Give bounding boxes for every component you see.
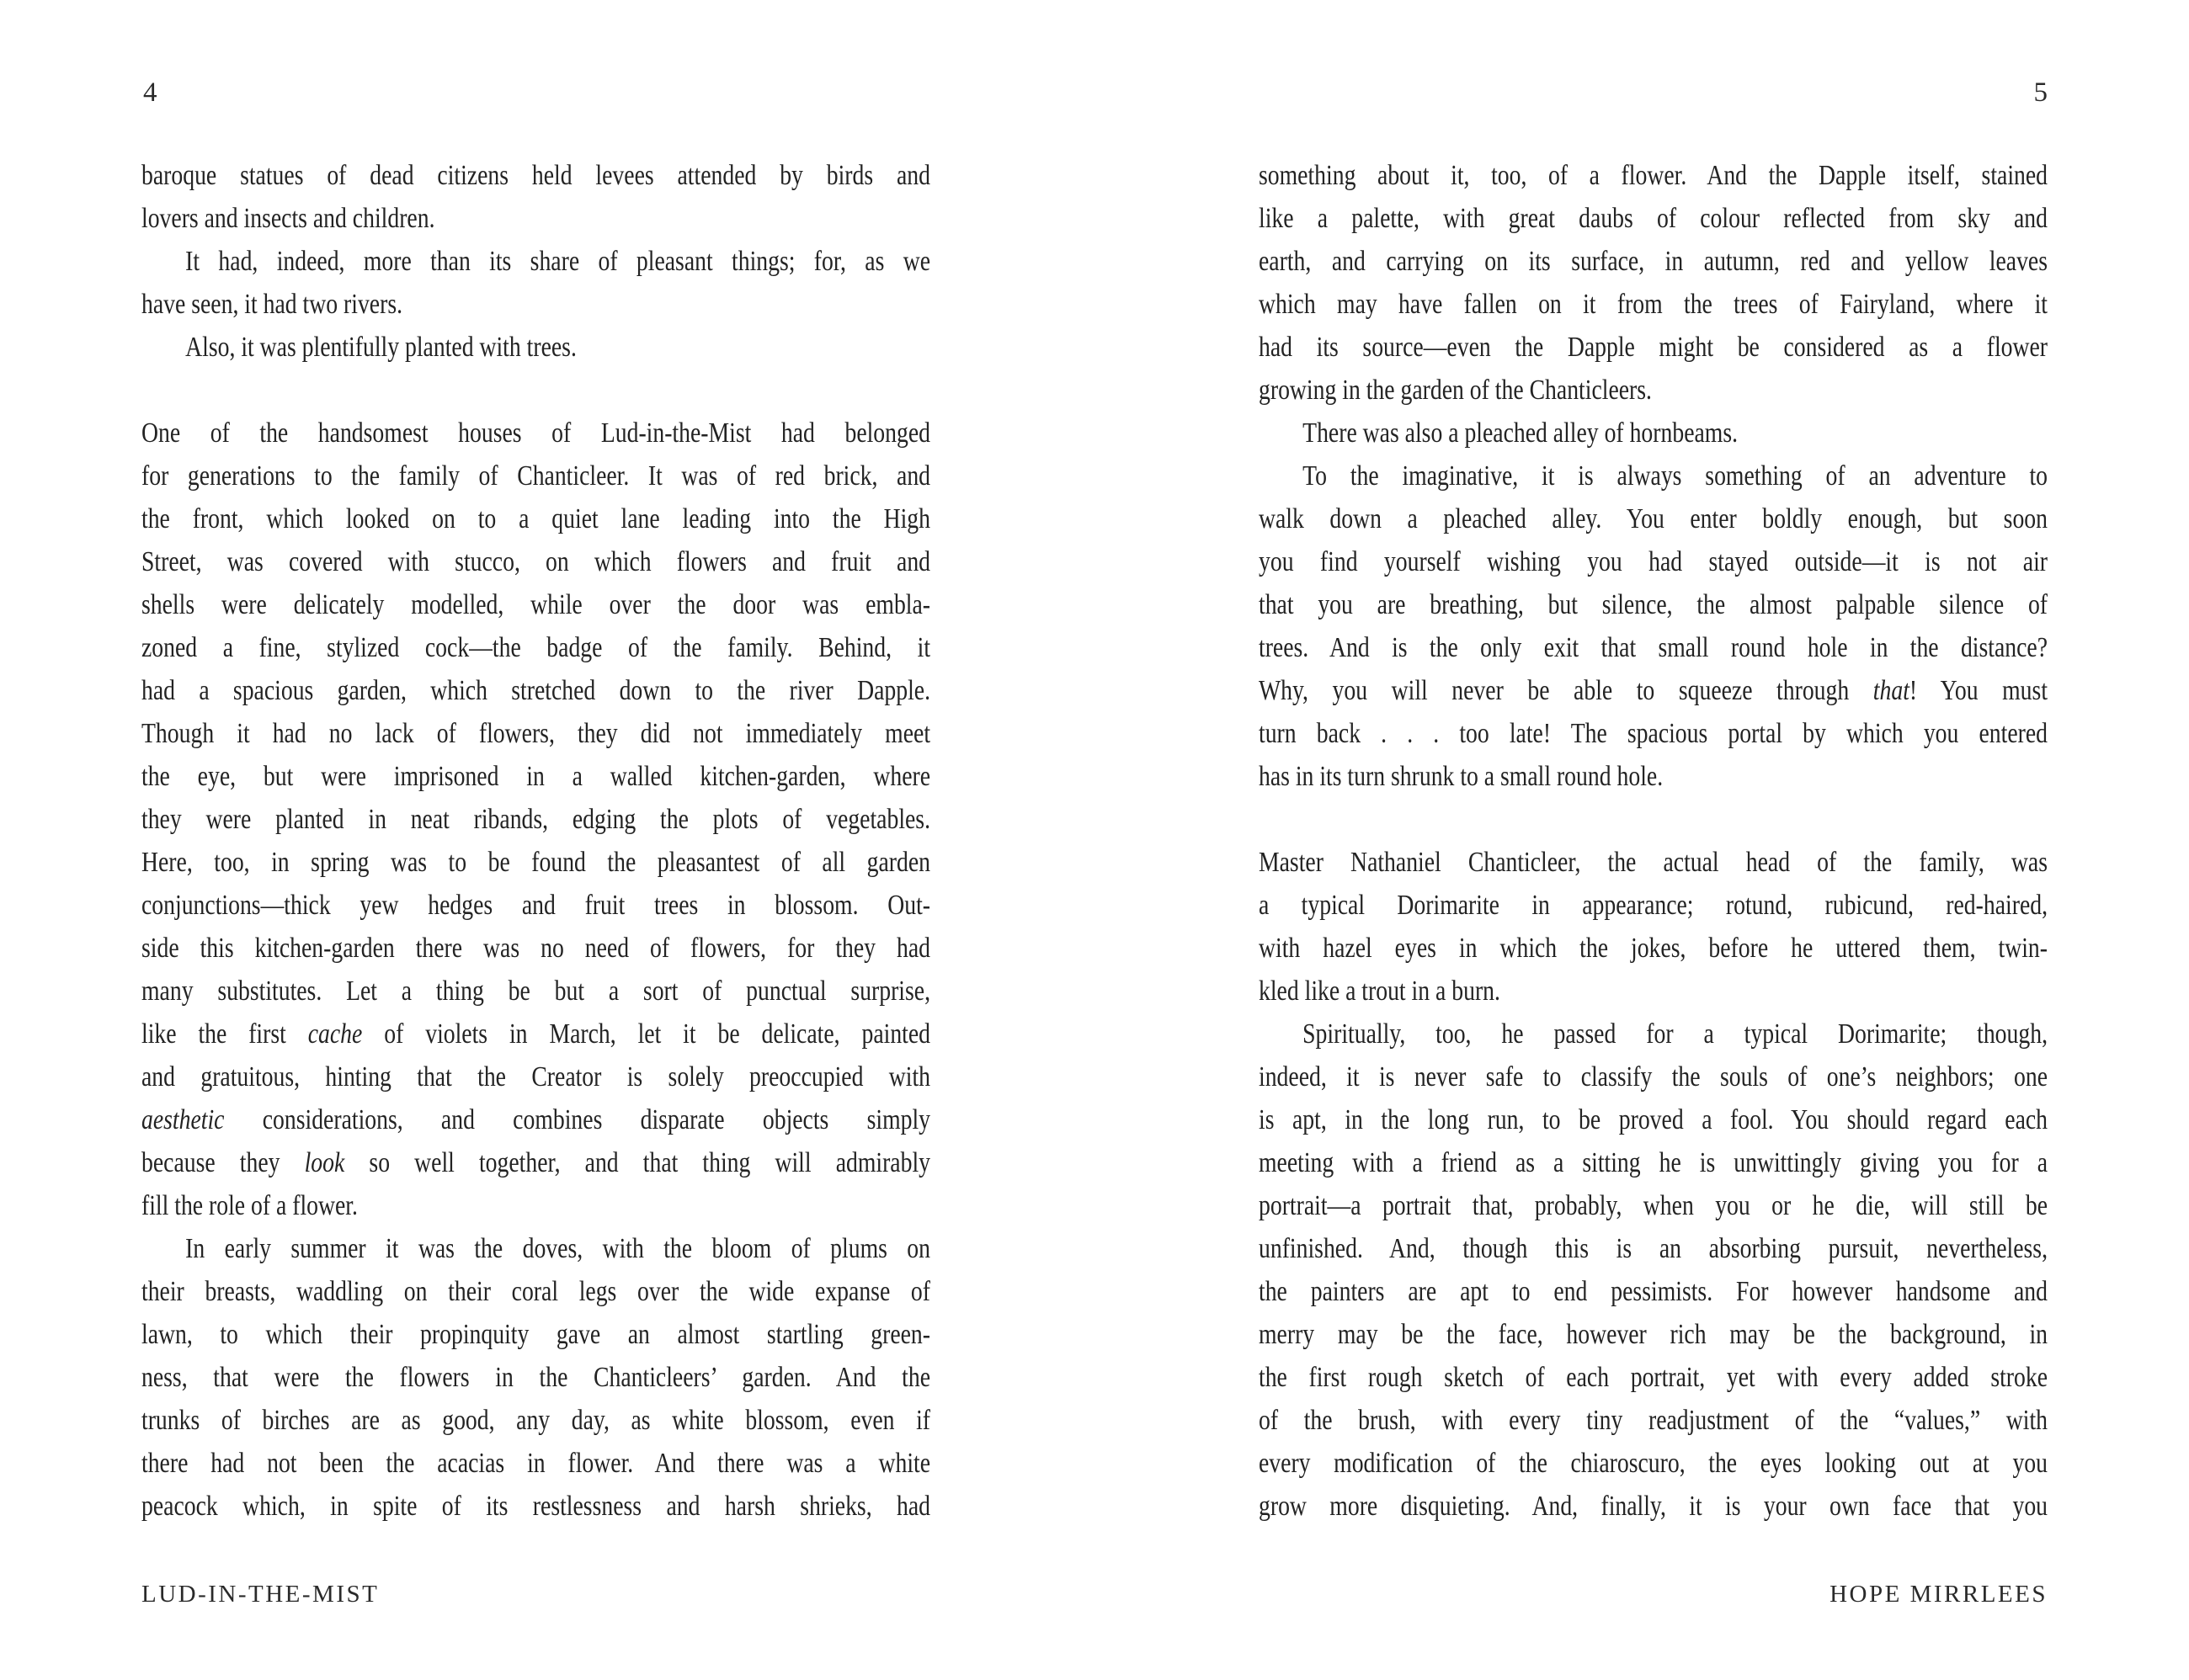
text-line: every modification of the chiaroscuro, the eyes looking out at you (1259, 1448, 2048, 1479)
text-line: their breasts, waddling on their coral legs over the wide expanse of (141, 1276, 931, 1307)
text-line: Master Nathaniel Chanticleer, the actual head of the family, was (1259, 847, 2048, 878)
text-line: zoned a fine, stylized cock—the badge of the family. Behind, it (141, 632, 931, 663)
text-line: has in its turn shrunk to a small round hole. (1259, 761, 1664, 792)
text-line: ness, that were the flowers in the Chanticleers’ garden. And the (141, 1362, 931, 1393)
text-line: lovers and insects and children. (141, 203, 435, 234)
text-line: had a spacious garden, which stretched down to the river Dapple. (141, 675, 931, 706)
text-line: lawn, to which their propinquity gave an almost startling green- (141, 1319, 931, 1350)
text-line: Why, you will never be able to squeeze through that! You must (1259, 675, 2048, 706)
text-line: Here, too, in spring was to be found the pleasantest of all garden (141, 847, 931, 878)
text-line: for generations to the family of Chanticleer. It was of red brick, and (141, 460, 931, 492)
text-line: is apt, in the long run, to be proved a fool. You should regard each (1259, 1104, 2048, 1135)
text-line: like the first cache of violets in March, let it be delicate, painted (141, 1018, 931, 1050)
text-line: walk down a pleached alley. You enter boldly enough, but soon (1259, 503, 2048, 534)
text-line: aesthetic considerations, and combines disparate objects simply (141, 1104, 931, 1135)
page-right-body-text (1259, 154, 2048, 1528)
text-line: merry may be the face, however rich may be the background, in (1259, 1319, 2048, 1350)
text-line: indeed, it is never safe to classify the souls of one’s neighbors; one (1259, 1061, 2048, 1093)
text-line: One of the handsomest houses of Lud-in-the-Mist had belonged (141, 417, 931, 449)
running-footer-book-title: LUD-IN-THE-MIST (141, 1581, 380, 1608)
text-line: with hazel eyes in which the jokes, before he uttered them, twin- (1259, 933, 2048, 964)
blank-line (1259, 798, 2048, 841)
text-line: like a palette, with great daubs of colour reflected from sky and (1259, 203, 2048, 234)
text-line: they were planted in neat ribands, edging the plots of vegetables. (141, 804, 931, 835)
text-line: and gratuitous, hinting that the Creator is solely preoccupied with (141, 1061, 931, 1093)
text-line: peacock which, in spite of its restlessness and harsh shrieks, had (141, 1491, 931, 1522)
text-line: growing in the garden of the Chanticleers. (1259, 375, 1652, 406)
running-footer-author-name: HOPE MIRRLEES (1829, 1581, 2048, 1608)
text-line: the eye, but were imprisoned in a walled kitchen-garden, where (141, 761, 931, 792)
text-line: Spiritually, too, he passed for a typical Dorimarite; though, (1302, 1018, 2048, 1050)
text-line: the painters are apt to end pessimists. For however handsome and (1259, 1276, 2048, 1307)
text-line: shells were delicately modelled, while over the door was embla- (141, 589, 931, 620)
text-line: there had not been the acacias in flower. And there was a white (141, 1448, 931, 1479)
text-line: meeting with a friend as a sitting he is unwittingly giving you for a (1259, 1147, 2048, 1178)
page-left-body-text (141, 154, 930, 1528)
text-line: baroque statues of dead citizens held levees attended by birds and (141, 160, 931, 191)
text-line: the front, which looked on to a quiet lane leading into the High (141, 503, 931, 534)
text-line: Also, it was plentifully planted with trees. (185, 332, 577, 363)
text-line: trees. And is the only exit that small round hole in the distance? (1259, 632, 2048, 663)
text-line: portrait—a portrait that, probably, when you or he die, will still be (1259, 1190, 2048, 1221)
text-line: To the imaginative, it is always something of an adventure to (1302, 460, 2048, 492)
text-line: because they look so well together, and that thing will admirably (141, 1147, 931, 1178)
text-line: that you are breathing, but silence, the almost palpable silence of (1259, 589, 2048, 620)
text-line: many substitutes. Let a thing be but a sort of punctual surprise, (141, 976, 931, 1007)
text-line: which may have fallen on it from the trees of Fairyland, where it (1259, 289, 2048, 320)
blank-line (141, 369, 930, 412)
text-line: have seen, it had two rivers. (141, 289, 403, 320)
text-line: It had, indeed, more than its share of pleasant things; for, as we (185, 246, 931, 277)
text-line: a typical Dorimarite in appearance; rotund, rubicund, red-haired, (1259, 890, 2048, 921)
text-line: unfinished. And, though this is an absorbing pursuit, nevertheless, (1259, 1233, 2048, 1264)
text-line: had its source—even the Dapple might be considered as a flower (1259, 332, 2048, 363)
text-line: grow more disquieting. And, finally, it is your own face that you (1259, 1491, 2048, 1522)
page-number-right: 5 (2033, 77, 2048, 108)
text-line: kled like a trout in a burn. (1259, 976, 1500, 1007)
text-line: In early summer it was the doves, with the bloom of plums on (185, 1233, 931, 1264)
text-line: Though it had no lack of flowers, they did not immediately meet (141, 718, 931, 749)
text-line: fill the role of a flower. (141, 1190, 358, 1221)
text-line: There was also a pleached alley of hornbeams. (1302, 417, 1739, 449)
text-line: you find yourself wishing you had stayed outside—it is not air (1259, 546, 2048, 577)
text-line: the first rough sketch of each portrait, yet with every added stroke (1259, 1362, 2048, 1393)
text-line: Street, was covered with stucco, on which flowers and fruit and (141, 546, 931, 577)
page-number-left: 4 (143, 77, 157, 108)
text-line: trunks of birches are as good, any day, as white blossom, even if (141, 1405, 931, 1436)
text-line: earth, and carrying on its surface, in autumn, red and yellow leaves (1259, 246, 2048, 277)
text-line: of the brush, with every tiny readjustment of the “values,” with (1259, 1405, 2048, 1436)
text-line: side this kitchen-garden there was no need of flowers, for they had (141, 933, 931, 964)
text-line: conjunctions—thick yew hedges and fruit trees in blossom. Out- (141, 890, 931, 921)
text-line: something about it, too, of a flower. And the Dapple itself, stained (1259, 160, 2048, 191)
text-line: turn back . . . too late! The spacious portal by which you entered (1259, 718, 2048, 749)
